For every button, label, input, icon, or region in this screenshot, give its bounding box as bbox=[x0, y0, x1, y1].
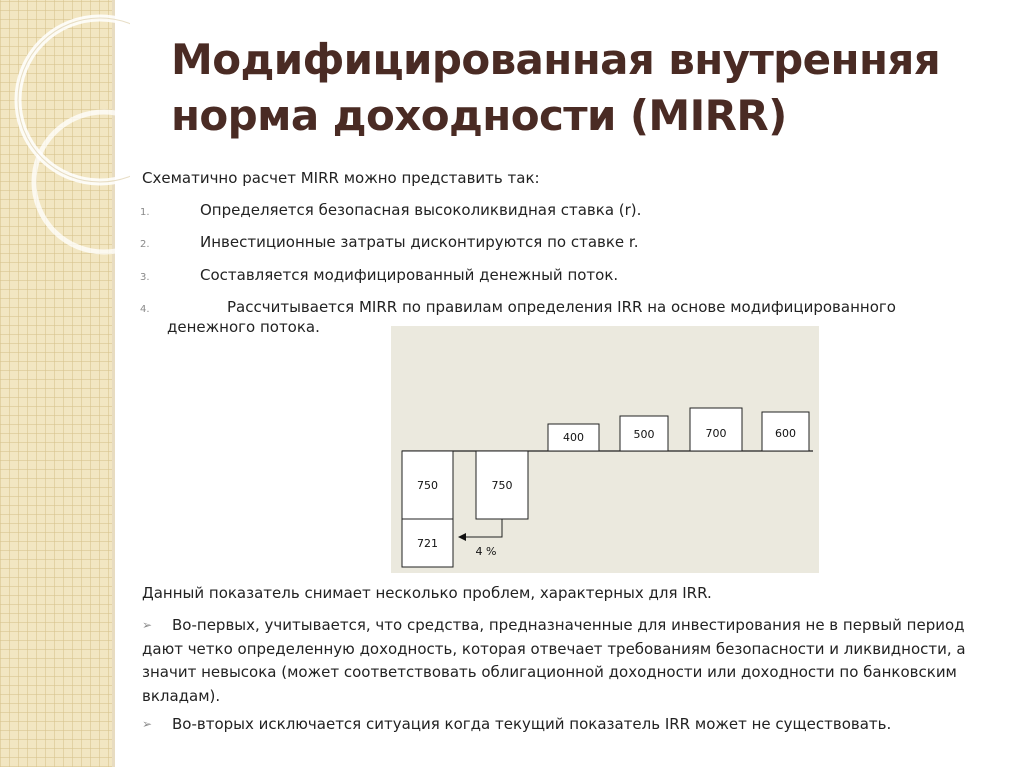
cash-flow-diagram bbox=[391, 326, 819, 573]
rate-label: 4 % bbox=[475, 545, 497, 558]
inflow-value: 600 bbox=[775, 427, 796, 440]
discount-arrow bbox=[459, 519, 502, 537]
inflow-value: 700 bbox=[705, 427, 727, 440]
list-item bbox=[140, 200, 960, 220]
step-text: Определяется безопасная высоколиквидная ставка (r). bbox=[200, 201, 642, 219]
list-item bbox=[140, 232, 960, 252]
list-item bbox=[142, 614, 972, 708]
summary-paragraph: Данный показатель снимает несколько проблем, характерных для IRR. bbox=[142, 584, 712, 602]
bullet-list bbox=[142, 614, 972, 742]
bullet-text: Во-вторых исключается ситуация когда текущий показатель IRR может не существовать. bbox=[172, 715, 892, 733]
step-number: 3. bbox=[140, 271, 150, 283]
step-text: Инвестиционные затраты дисконтируются по ставке r. bbox=[200, 233, 639, 252]
slide-title: Модифицированная внутренняя норма доходности (MIRR) bbox=[171, 35, 941, 140]
arrow-bullet-icon: ➢ bbox=[142, 717, 153, 731]
step-number: 1. bbox=[140, 207, 150, 218]
step-text: Составляется модифицированный денежный поток. bbox=[200, 265, 619, 284]
step-number: 4. bbox=[140, 304, 150, 316]
list-item bbox=[142, 713, 972, 737]
list-item bbox=[140, 265, 960, 285]
bullet-text: Во-первых, учитывается, что средства, предназначенные для инвестирования не в первый период дают четко определенную доходность, которая отвечает требованиям безопасности и ликвидности, а значит невысока (может соответствовать облигационной доходности или доходности по банковским вкладам). bbox=[142, 616, 966, 705]
discounted-value: 721 bbox=[417, 537, 438, 550]
arrow-bullet-icon: ➢ bbox=[142, 618, 153, 632]
inflow-value: 400 bbox=[563, 431, 584, 444]
inflow-value: 500 bbox=[633, 428, 655, 441]
step-number: 2. bbox=[140, 239, 150, 251]
outflow-value: 750 bbox=[417, 479, 438, 492]
decorative-rings bbox=[0, 0, 130, 260]
cash-flow-diagram-svg bbox=[391, 326, 819, 573]
step-text: Рассчитывается MIRR по правилам определения IRR на основе модифицированного денежного потока. bbox=[167, 298, 896, 337]
intro-text: Схематично расчет MIRR можно представить так: bbox=[142, 169, 540, 187]
outflow-value: 750 bbox=[491, 479, 513, 492]
